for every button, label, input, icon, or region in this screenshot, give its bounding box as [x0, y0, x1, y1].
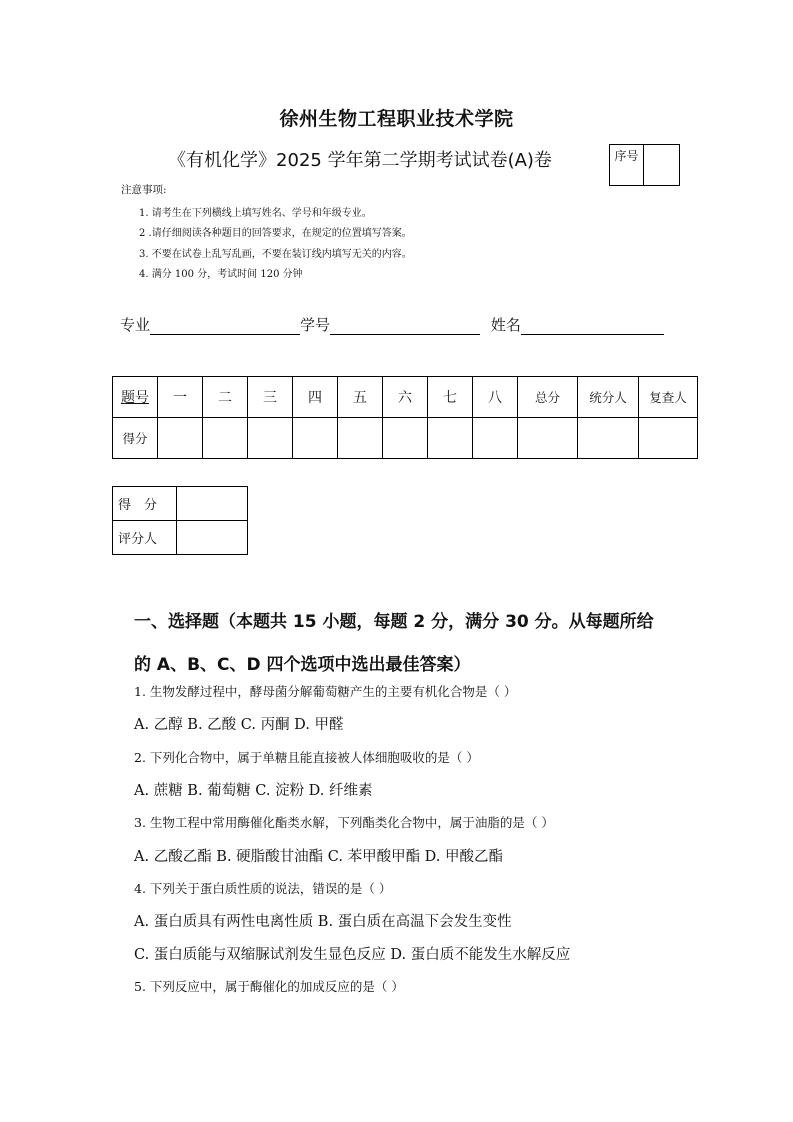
question-options: A. 蔗糖 B. 葡萄糖 C. 淀粉 D. 纤维素 [134, 783, 373, 799]
question-options: C. 蛋白质能与双缩脲试剂发生显色反应 D. 蛋白质不能发生水解反应 [134, 947, 571, 963]
student-id-field[interactable] [330, 317, 480, 335]
name-field[interactable] [521, 317, 664, 335]
score-cell[interactable] [639, 418, 698, 459]
question-options: A. 乙酸乙酯 B. 硬脂酸甘油酯 C. 苯甲酸甲酯 D. 甲酸乙酯 [134, 849, 504, 865]
table-header-cell: 三 [248, 377, 293, 418]
student-info-line [120, 314, 664, 335]
grader-score-cell[interactable] [177, 487, 248, 521]
table-header-cell: 统分人 [578, 377, 639, 418]
score-table-header-row [113, 377, 698, 418]
exam-title: 《有机化学》2025 学年第二学期考试试卷(A)卷 [168, 150, 552, 171]
grader-name-label: 评分人 [113, 521, 177, 555]
major-label: 专业 [120, 316, 151, 334]
score-cell[interactable] [203, 418, 248, 459]
grader-box [112, 486, 248, 555]
score-cell[interactable] [293, 418, 338, 459]
table-header-cell: 六 [383, 377, 428, 418]
serial-value-cell[interactable] [644, 145, 679, 185]
grader-name-cell[interactable] [177, 521, 248, 555]
name-label: 姓名 [490, 316, 521, 334]
score-cell[interactable] [338, 418, 383, 459]
serial-label: 序号 [610, 145, 644, 185]
question-options: A. 蛋白质具有两性电离性质 B. 蛋白质在高温下会发生变性 [134, 914, 512, 930]
serial-number-box [609, 144, 680, 186]
score-cell[interactable] [428, 418, 473, 459]
table-header-cell: 二 [203, 377, 248, 418]
table-header-cell: 八 [473, 377, 518, 418]
question-stem: 1. 生物发酵过程中，酵母菌分解葡萄糖产生的主要有机化合物是（ ） [134, 684, 517, 699]
major-field[interactable] [150, 317, 300, 335]
notice-item: 3. 不要在试卷上乱写乱画，不要在装订线内填写无关的内容。 [139, 249, 412, 260]
question-stem: 2. 下列化合物中，属于单糖且能直接被人体细胞吸收的是（ ） [134, 750, 479, 765]
table-header-cell: 五 [338, 377, 383, 418]
score-row-label: 得分 [113, 418, 158, 459]
question-stem: 4. 下列关于蛋白质性质的说法，错误的是（ ） [134, 881, 392, 896]
score-cell[interactable] [383, 418, 428, 459]
school-name: 徐州生物工程职业技术学院 [279, 108, 514, 130]
table-header-cell: 四 [293, 377, 338, 418]
table-header-cell: 总分 [518, 377, 578, 418]
table-header-cell: 题号 [113, 377, 158, 418]
score-cell[interactable] [473, 418, 518, 459]
score-cell[interactable] [578, 418, 639, 459]
table-header-cell: 复查人 [639, 377, 698, 418]
score-cell[interactable] [518, 418, 578, 459]
notice-item: 4. 满分 100 分，考试时间 120 分钟 [139, 269, 303, 280]
table-header-cell: 一 [158, 377, 203, 418]
notice-item: 1. 请考生在下列横线上填写姓名、学号和年级专业。 [139, 208, 372, 219]
notice-item: 2 .请仔细阅读各种题目的回答要求，在规定的位置填写答案。 [139, 228, 412, 239]
score-cell[interactable] [158, 418, 203, 459]
table-header-cell: 七 [428, 377, 473, 418]
question-stem: 3. 生物工程中常用酶催化酯类水解，下列酯类化合物中，属于油脂的是（ ） [134, 815, 554, 830]
grader-score-label: 得 分 [113, 487, 177, 521]
question-options: A. 乙醇 B. 乙酸 C. 丙酮 D. 甲醛 [134, 717, 344, 733]
question-stem: 5. 下列反应中，属于酶催化的加成反应的是（ ） [134, 979, 404, 994]
score-table [112, 376, 698, 459]
section-heading: 一、选择题（本题共 15 小题，每题 2 分，满分 30 分。从每题所给 [134, 612, 654, 632]
notice-heading: 注意事项: [121, 184, 167, 196]
student-id-label: 学号 [300, 316, 331, 334]
score-table-score-row [113, 418, 698, 459]
section-heading-continued: 的 A、B、C、D 四个选项中选出最佳答案） [134, 655, 471, 675]
score-cell[interactable] [248, 418, 293, 459]
